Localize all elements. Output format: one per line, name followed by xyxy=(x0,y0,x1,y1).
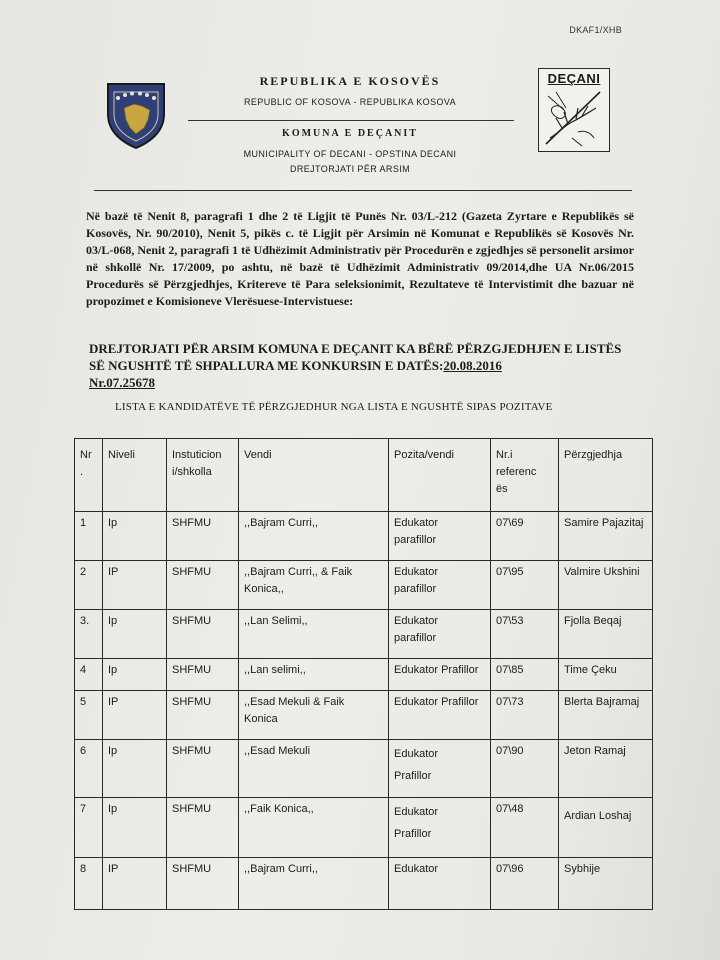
declaration xyxy=(89,340,629,391)
candidate-list-title: LISTA E KANDIDATËVE TË PËRZGJEDHUR NGA LISTA E NGUSHTË SIPAS POZITAVE xyxy=(115,401,553,413)
header-divider xyxy=(188,120,514,121)
logo-label: DEÇANI xyxy=(547,71,601,86)
decani-logo xyxy=(538,68,610,152)
cell-vendi: ,,Esad Mekuli & Faik Konica xyxy=(239,691,389,740)
municipality-header xyxy=(180,128,520,174)
cell-inst: SHFMU xyxy=(167,512,239,561)
republic-title: REPUBLIKA E KOSOVËS xyxy=(259,74,441,88)
table-row xyxy=(75,512,653,561)
cell-ref: 07\95 xyxy=(491,561,559,610)
cell-inst: SHFMU xyxy=(167,610,239,659)
col-header-vendi: Vendi xyxy=(239,439,389,512)
cell-niveli: Ip xyxy=(103,798,167,858)
cell-emri: Sybhije xyxy=(559,858,653,910)
cell-nr: 1 xyxy=(75,512,103,561)
col-header-perzgjedhja: Përzgjedhja xyxy=(559,439,653,512)
candidates-table xyxy=(74,438,653,910)
cell-ref: 07\48 xyxy=(491,798,559,858)
cell-ref: 07\69 xyxy=(491,512,559,561)
cell-emri: Valmire Ukshini xyxy=(559,561,653,610)
declaration-text: DREJTORJATI PËR ARSIM KOMUNA E DEÇANIT KA BËRË PËRZGJEDHJEN E LISTËS SË NGUSHTË TË SHPALLURA ME KONKURSIN E DATËS: xyxy=(89,341,622,373)
cell-niveli: IP xyxy=(103,561,167,610)
legal-basis-paragraph: Në bazë të Nenit 8, paragrafi 1 dhe 2 të Ligjit të Punës Nr. 03/L-212 (Gazeta Zyrtare e Republikës së Kosovës, Nr. 90/2010), Nenit 5, pikës c. të Ligjit për Arsimin në Komunat e Republikës së Kosovës Nr. 03/L-068, Nenit 2, paragrafi 1 të Udhëzimit Administrativ për Procedurën e zgjedhjes së personelit arsimor në shkollë Nr. 17/2009, po ashtu, në bazë të Udhëzimit Administrativ 09/2014,dhe UA Nr.06/2015 Procedurës së Përzgjedhjes, Kritereve të Para seleksionimit, Rezultateve të Intervistimit dhe bazuar në propozimet e Komisioneve Vlerësuese-Intervistuese: xyxy=(86,209,634,308)
competition-date: 20.08.2016 xyxy=(443,358,502,373)
kosovo-coat-of-arms-icon xyxy=(104,80,168,150)
cell-niveli: Ip xyxy=(103,512,167,561)
table-header-row xyxy=(75,439,653,512)
cell-nr: 3. xyxy=(75,610,103,659)
cell-pozita: Edukator parafillor xyxy=(389,561,491,610)
header-bottom-rule xyxy=(94,190,632,191)
cell-niveli: IP xyxy=(103,691,167,740)
cell-emri: Jeton Ramaj xyxy=(559,740,653,798)
cell-inst: SHFMU xyxy=(167,561,239,610)
document-code: DKAF1/XHB xyxy=(569,25,622,35)
cell-emri: Samire Pajazitaj xyxy=(559,512,653,561)
cell-pozita: Edukator parafillor xyxy=(389,512,491,561)
cell-emri: Time Çeku xyxy=(559,659,653,691)
cell-niveli: Ip xyxy=(103,659,167,691)
reference-number: Nr.07.25678 xyxy=(89,375,155,390)
table-row xyxy=(75,610,653,659)
cell-vendi: ,,Lan selimi,, xyxy=(239,659,389,691)
col-header-niveli: Niveli xyxy=(103,439,167,512)
cell-pozita: Edukator Prafillor xyxy=(389,659,491,691)
table-row xyxy=(75,858,653,910)
cell-pozita: Edukator Prafillor xyxy=(389,798,491,858)
cell-vendi: ,,Esad Mekuli xyxy=(239,740,389,798)
cell-emri: Blerta Bajramaj xyxy=(559,691,653,740)
table-row xyxy=(75,561,653,610)
cell-ref: 07\73 xyxy=(491,691,559,740)
municipality-subtitle: MUNICIPALITY OF DECANI - OPSTINA DECANI xyxy=(243,149,457,159)
col-header-pozita: Pozita/vendi xyxy=(389,439,491,512)
table-row xyxy=(75,798,653,858)
cell-ref: 07\90 xyxy=(491,740,559,798)
cell-pozita: Edukator parafillor xyxy=(389,610,491,659)
municipality-title: KOMUNA E DEÇANIT xyxy=(282,128,418,139)
col-header-referenca: Nr.i referenc ës xyxy=(491,439,559,512)
cell-niveli: Ip xyxy=(103,610,167,659)
cell-niveli: IP xyxy=(103,858,167,910)
directorate-name: DREJTORJATI PËR ARSIM xyxy=(289,164,411,174)
cell-vendi: ,,Bajram Curri,, xyxy=(239,858,389,910)
cell-vendi: ,,Faik Konica,, xyxy=(239,798,389,858)
republic-subtitle: REPUBLIC OF KOSOVA - REPUBLIKA KOSOVA xyxy=(243,97,457,107)
cell-pozita: Edukator xyxy=(389,858,491,910)
cell-nr: 7 xyxy=(75,798,103,858)
col-header-nr: Nr . xyxy=(75,439,103,512)
cell-inst: SHFMU xyxy=(167,858,239,910)
table-row xyxy=(75,740,653,798)
cell-inst: SHFMU xyxy=(167,691,239,740)
cell-nr: 2 xyxy=(75,561,103,610)
cell-inst: SHFMU xyxy=(167,740,239,798)
cell-inst: SHFMU xyxy=(167,659,239,691)
table-row xyxy=(75,691,653,740)
cell-vendi: ,,Bajram Curri,, xyxy=(239,512,389,561)
cell-vendi: ,,Bajram Curri,, & Faik Konica,, xyxy=(239,561,389,610)
cell-vendi: ,,Lan Selimi,, xyxy=(239,610,389,659)
col-header-institucioni: Instuticion i/shkolla xyxy=(167,439,239,512)
cell-nr: 8 xyxy=(75,858,103,910)
cell-nr: 6 xyxy=(75,740,103,798)
cricket-emblem-icon xyxy=(542,88,604,148)
cell-pozita: Edukator Prafillor xyxy=(389,691,491,740)
cell-ref: 07\53 xyxy=(491,610,559,659)
cell-emri: Fjolla Beqaj xyxy=(559,610,653,659)
cell-inst: SHFMU xyxy=(167,798,239,858)
cell-ref: 07\96 xyxy=(491,858,559,910)
cell-emri: Ardian Loshaj xyxy=(559,798,653,858)
cell-pozita: Edukator Prafillor xyxy=(389,740,491,798)
cell-nr: 4 xyxy=(75,659,103,691)
cell-nr: 5 xyxy=(75,691,103,740)
republic-header xyxy=(180,74,520,107)
cell-niveli: Ip xyxy=(103,740,167,798)
cell-ref: 07\85 xyxy=(491,659,559,691)
table-row xyxy=(75,659,653,691)
